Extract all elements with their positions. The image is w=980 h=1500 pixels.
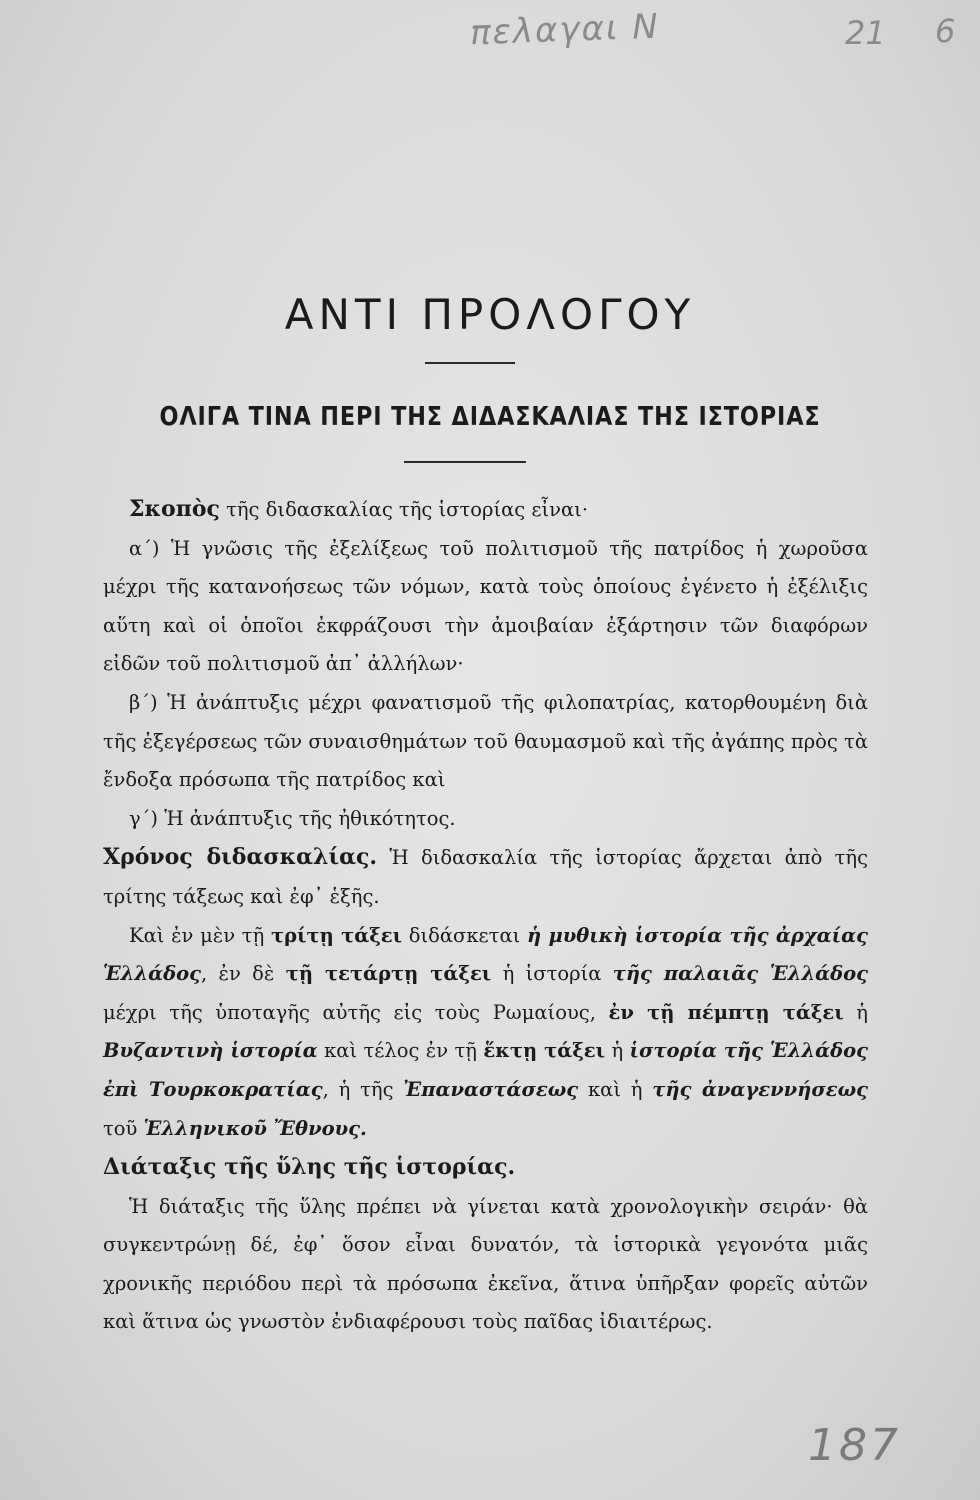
emphasis-run: Ἐπαναστάσεως (403, 1077, 579, 1101)
subtitle-divider (404, 461, 526, 463)
text-run: ἡ (843, 1000, 868, 1024)
purpose-paragraph (103, 490, 868, 530)
emphasis-run: Ἑλληνικοῦ Ἔθνους. (143, 1116, 367, 1140)
teaching-time-paragraph (103, 838, 868, 916)
text-run: ἡ (605, 1039, 630, 1063)
arrangement-text: Ἡ διάταξις τῆς ὕλης πρέπει νὰ γίνεται κατὰ χρονολογικὴν σειράν· θὰ συγκεντρώνῃ δέ, ἐφ᾽ ὅσον εἶναι δυνατόν, τὰ ἱστορικὰ γεγονότα μιᾶς χρονικῆς περιόδου περὶ τὰ πρόσωπα ἐκεῖνα, ἅτινα ὑπῆρξαν φορεῖς αὐτῶν καὶ ἅτινα ὡς γνωστὸν ἐνδιαφέρουσι τοὺς παῖδας ἰδιαιτέρως. (103, 1194, 868, 1334)
handwritten-note-top: πελαγαι Ν (469, 6, 661, 54)
text-run: μέχρι τῆς ὑποταγῆς αὐτῆς εἰς τοὺς Ρωμαίους, (103, 1000, 609, 1024)
text-run: διδάσκεται (402, 923, 527, 947)
text-run: τοῦ (103, 1116, 144, 1140)
purpose-intro: τῆς διδασκαλίας τῆς ἱστορίας εἶναι· (219, 498, 589, 521)
text-run: , ἡ τῆς (322, 1077, 404, 1101)
purpose-heading: Σκοπὸς (129, 496, 220, 522)
teaching-time-heading: Χρόνος διδασκαλίας. (103, 844, 378, 871)
emphasis-run: τῆς ἀναγεννήσεως (652, 1077, 869, 1101)
title-divider (425, 362, 515, 364)
handwritten-number-top-a: 21 (845, 14, 886, 52)
emphasis-run: ἡ μυθικὴ ἱστορία τῆς ἀρχαίας Ἑλλάδος (103, 923, 868, 986)
purpose-item-c: γ΄) Ἡ ἀνάπτυξις τῆς ἠθικότητος. (129, 806, 456, 830)
page-subtitle: ΟΛΙΓΑ ΤΙΝΑ ΠΕΡΙ ΤΗΣ ΔΙΔΑΣΚΑΛΙΑΣ ΤΗΣ ΙΣΤΟΡΙΑΣ (159, 402, 821, 432)
text-run: , ἐν δὲ (200, 962, 286, 986)
arrangement-heading-paragraph (103, 1148, 868, 1188)
page-title: ΑΝΤΙ ΠΡΟΛΟΓΟΥ (284, 290, 696, 339)
purpose-item-b: β΄) Ἡ ἀνάπτυξις μέχρι φανατισμοῦ τῆς φιλοπατρίας, κατορθουμένη διὰ τῆς ἐξεγέρσεως τῶν συναισθημάτων τοῦ θαυμασμοῦ καὶ τῆς ἀγάπης πρὸς τὰ ἔνδοξα πρόσωπα τῆς πατρίδος καὶ (103, 690, 868, 792)
handwritten-page-number: 187 (808, 1420, 901, 1471)
text-run: ἡ ἱστορία (491, 962, 613, 986)
text-run: Καὶ ἐν μὲν τῇ (129, 923, 271, 947)
arrangement-heading: Διάταξις τῆς ὕλης τῆς ἱστορίας. (103, 1154, 516, 1181)
emphasis-run: τῆς παλαιᾶς Ἑλλάδος (612, 962, 869, 986)
purpose-item-a: α΄) Ἡ γνῶσις τῆς ἐξελίξεως τοῦ πολιτισμοῦ τῆς πατρίδος ἡ χωροῦσα μέχρι τῆς κατανοήσεως τῶν νόμων, κατὰ τοὺς ὁποίους ἐγένετο ἡ ἐξέλιξις αὕτη καὶ οἱ ὁποῖοι ἐκφράζουσι τὴν ἀμοιβαίαν ἐξάρτησιν τῶν διαφόρων εἰδῶν τοῦ πολιτισμοῦ ἀπ᾽ ἀλλήλων· (103, 536, 868, 676)
text-run: καὶ ἡ (578, 1077, 653, 1101)
teaching-time-text: Ἡ διδασκαλία τῆς ἱστορίας ἄρχεται ἀπὸ τῆς τρίτης τάξεως καὶ ἐφ᾽ ἑξῆς. (103, 846, 868, 908)
emphasis-run: Βυζαντινὴ ἱστορία (103, 1039, 318, 1063)
emphasis-run: τῇ τετάρτῃ τάξει (285, 962, 492, 986)
emphasis-run: τρίτῃ τάξει (270, 923, 403, 947)
handwritten-number-top-b: 6 (935, 12, 956, 50)
emphasis-run: ἱστορία τῆς Ἑλλάδος ἐπὶ Τουρκοκρατίας (103, 1039, 868, 1101)
emphasis-run: ἐν τῇ πέμπτῃ τάξει (608, 1000, 844, 1024)
body-text (103, 490, 868, 1342)
text-run: καὶ τέλος ἐν τῇ (317, 1039, 484, 1063)
grades-paragraph (103, 917, 868, 1149)
emphasis-run: ἕκτῃ τάξει (483, 1039, 606, 1063)
